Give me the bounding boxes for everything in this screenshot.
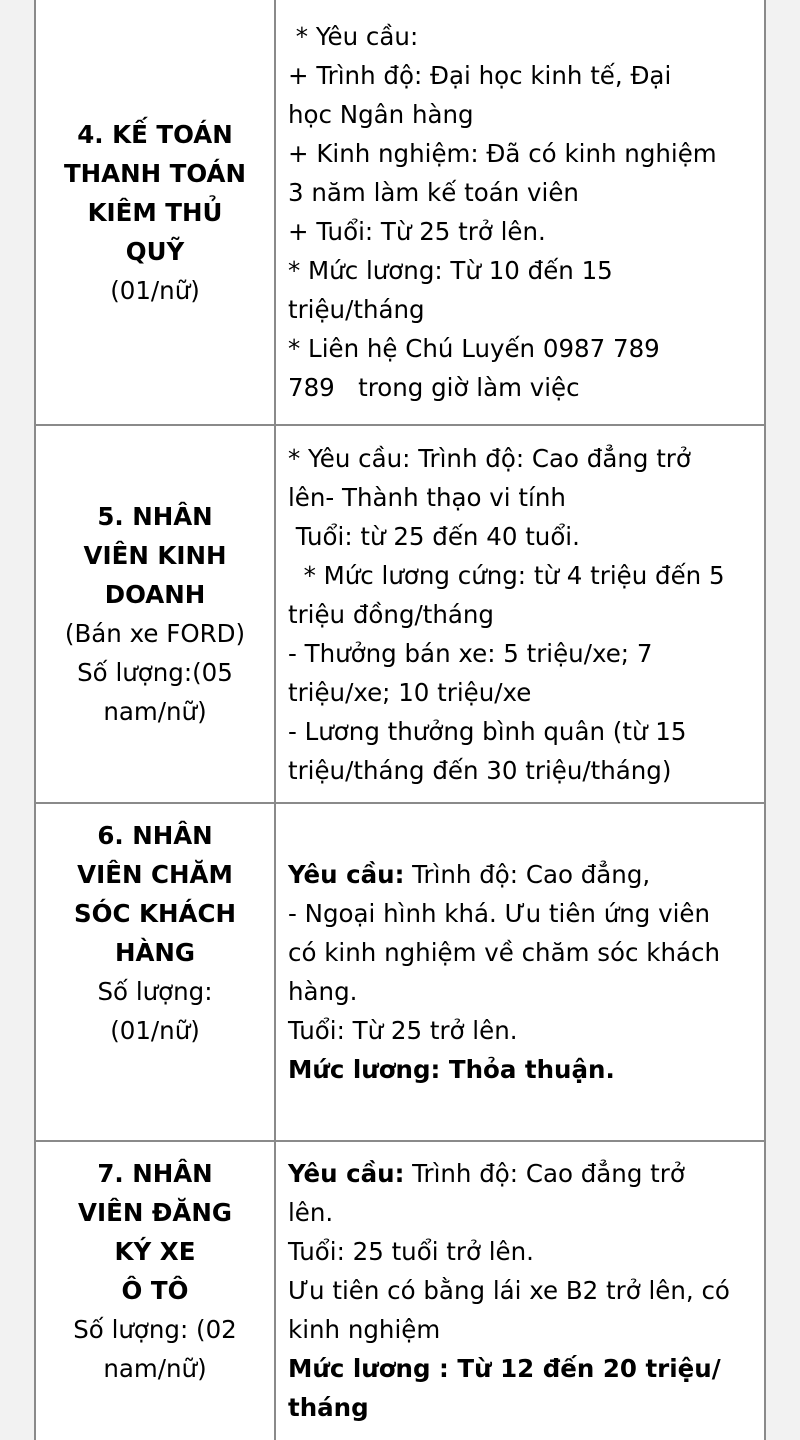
description-line: - Ngoại hình khá. Ưu tiên ứng viên <box>288 899 711 928</box>
description-line: 789 trong giờ làm việc <box>288 373 580 402</box>
description-line: triệu/tháng đến 30 triệu/tháng) <box>288 755 672 785</box>
position-title-line: QUỸ <box>125 236 185 266</box>
description-line: triệu/xe; 10 triệu/xe <box>288 677 532 707</box>
position-quantity: (01/nữ) <box>110 1016 200 1045</box>
position-cell <box>35 425 275 803</box>
requirement-line <box>288 1154 754 1193</box>
description-line: triệu/tháng <box>288 295 425 324</box>
description-line: lên. <box>288 1198 334 1227</box>
position-title-line: HÀNG <box>114 938 196 967</box>
position-title-line: VIÊN KINH <box>83 541 227 570</box>
position-title-line: KÝ XE <box>114 1237 196 1266</box>
position-quantity: (01/nữ) <box>110 275 200 305</box>
description-line: * Yêu cầu: <box>288 22 419 51</box>
page-margin-left <box>0 0 34 1440</box>
requirement-label: Yêu cầu: <box>288 860 405 889</box>
position-title-line: THANH TOÁN <box>63 158 247 188</box>
table-row <box>35 1141 765 1440</box>
description-line: Tuổi: từ 25 đến 40 tuổi. <box>288 521 580 551</box>
requirement-text: Trình độ: Cao đẳng, <box>404 860 651 889</box>
position-title-line: 4. KẾ TOÁN <box>77 119 233 149</box>
page-margin-right <box>766 0 800 1440</box>
position-quantity: Số lượng: <box>97 977 213 1006</box>
salary-line: Mức lương : Từ 12 đến 20 triệu/ <box>288 1354 721 1383</box>
requirement-label: Yêu cầu: <box>288 1159 405 1188</box>
description-line: * Yêu cầu: Trình độ: Cao đẳng trở <box>288 443 691 473</box>
description-cell <box>275 1141 765 1440</box>
salary-line: Mức lương: Thỏa thuận. <box>288 1055 615 1084</box>
description-line: + Kinh nghiệm: Đã có kinh nghiệm <box>288 139 717 168</box>
description-cell <box>275 425 765 803</box>
position-quantity: Số lượng:(05 <box>77 658 233 687</box>
position-quantity: nam/nữ) <box>103 697 207 726</box>
position-quantity: nam/nữ) <box>103 1354 207 1383</box>
description-cell <box>275 803 765 1141</box>
description-line: lên- Thành thạo vi tính <box>288 482 566 512</box>
requirement-line <box>288 855 754 894</box>
description-line: * Mức lương cứng: từ 4 triệu đến 5 <box>288 560 725 590</box>
position-title-line: SÓC KHÁCH <box>74 899 236 928</box>
description-line: Tuổi: 25 tuổi trở lên. <box>288 1237 534 1266</box>
salary-line: tháng <box>288 1393 369 1422</box>
position-title-line: 7. NHÂN <box>97 1159 213 1188</box>
description-line: có kinh nghiệm về chăm sóc khách <box>288 938 720 967</box>
position-title-line: 5. NHÂN <box>97 502 213 531</box>
description-line: Tuổi: Từ 25 trở lên. <box>288 1016 518 1045</box>
table-row <box>35 425 765 803</box>
position-quantity: Số lượng: (02 <box>73 1315 237 1344</box>
description-line: - Lương thưởng bình quân (từ 15 <box>288 716 687 746</box>
position-title-line: 6. NHÂN <box>97 821 213 850</box>
position-cell <box>35 0 275 425</box>
position-cell <box>35 803 275 1141</box>
description-line: triệu đồng/tháng <box>288 599 494 629</box>
description-line: + Tuổi: Từ 25 trở lên. <box>288 217 546 246</box>
requirement-text: Trình độ: Cao đẳng trở <box>404 1159 685 1188</box>
description-line: * Mức lương: Từ 10 đến 15 <box>288 256 613 285</box>
description-line: hàng. <box>288 977 358 1006</box>
position-note: (Bán xe FORD) <box>64 619 246 648</box>
description-line: * Liên hệ Chú Luyến 0987 789 <box>288 334 660 363</box>
description-cell <box>275 0 765 425</box>
position-title-line: Ô TÔ <box>121 1276 189 1305</box>
position-title-line: VIÊN ĐĂNG <box>78 1198 232 1227</box>
position-title-line: DOANH <box>104 580 206 609</box>
description-line: 3 năm làm kế toán viên <box>288 178 579 207</box>
description-line: Ưu tiên có bằng lái xe B2 trở lên, có <box>288 1276 730 1305</box>
description-line: - Thưởng bán xe: 5 triệu/xe; 7 <box>288 638 653 668</box>
description-line: kinh nghiệm <box>288 1315 441 1344</box>
position-title-line: KIÊM THỦ <box>87 197 223 227</box>
table-row <box>35 0 765 425</box>
table-row <box>35 803 765 1141</box>
job-listings-table <box>34 0 766 1440</box>
description-line: + Trình độ: Đại học kinh tế, Đại <box>288 61 672 90</box>
description-line: học Ngân hàng <box>288 100 474 129</box>
position-cell <box>35 1141 275 1440</box>
position-title-line: VIÊN CHĂM <box>77 860 233 889</box>
